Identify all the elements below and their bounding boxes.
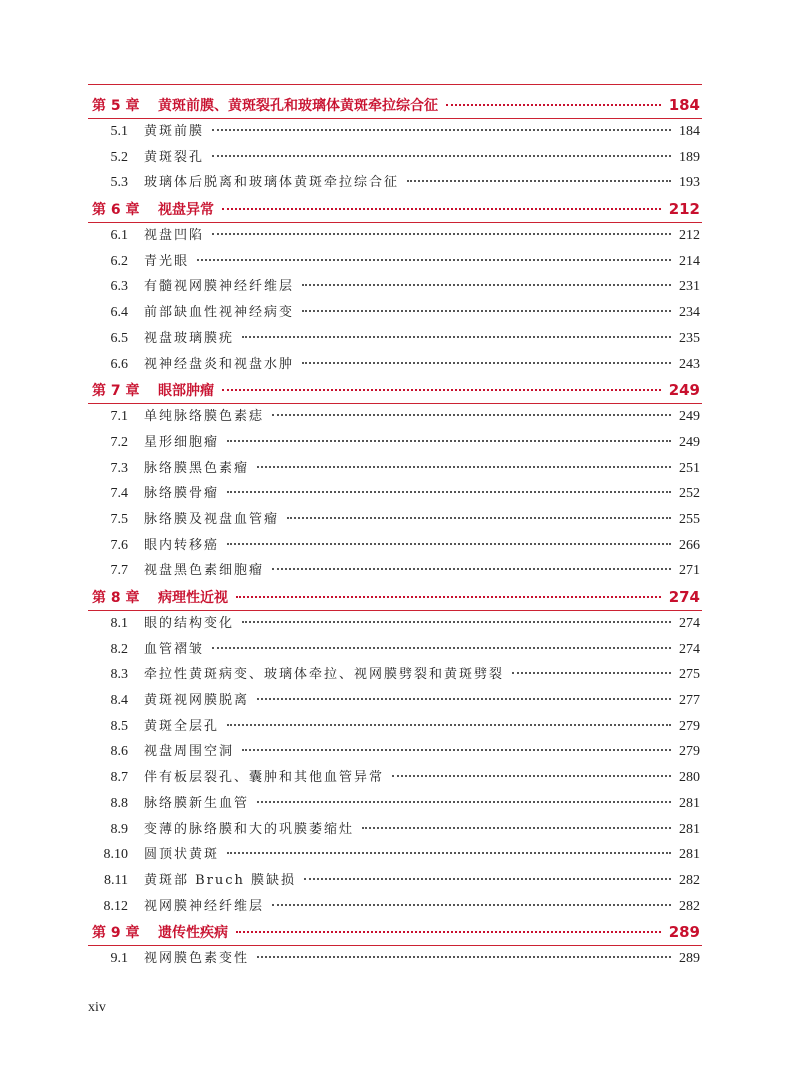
section-title: 单纯脉络膜色素痣 (144, 409, 265, 425)
section-number: 7.6 (110, 537, 128, 553)
section-title: 前部缺血性视神经病变 (144, 305, 295, 321)
dot-leader (227, 440, 671, 442)
section-page: 266 (679, 537, 700, 553)
section-page: 275 (679, 667, 700, 683)
section-number: 5.1 (110, 124, 128, 139)
dot-leader (197, 259, 671, 261)
section-entry[interactable] (88, 842, 702, 868)
section-number: 5.2 (110, 149, 128, 165)
section-page: 249 (679, 409, 700, 425)
section-entry[interactable] (88, 791, 702, 817)
section-page: 271 (679, 563, 700, 579)
section-title: 脉络膜骨瘤 (144, 486, 220, 502)
dot-leader (236, 931, 661, 933)
section-page: 279 (679, 718, 700, 734)
section-number: 7.5 (110, 511, 128, 527)
section-number: 6.1 (110, 228, 128, 244)
section-title: 伴有板层裂孔、囊肿和其他血管异常 (144, 770, 385, 786)
section-entry[interactable] (88, 662, 702, 688)
section-page: 281 (679, 821, 700, 837)
section-entry[interactable] (88, 456, 702, 482)
section-entry[interactable] (88, 714, 702, 740)
section-page: 189 (679, 149, 700, 165)
section-entry[interactable] (88, 300, 702, 326)
chapter-page: 249 (668, 381, 700, 400)
section-title: 视盘周围空洞 (144, 744, 235, 760)
section-page: 249 (679, 434, 700, 450)
section-title: 脉络膜黑色素瘤 (144, 460, 250, 476)
dot-leader (227, 543, 671, 545)
section-page: 282 (679, 872, 700, 888)
chapter-number: 第 8 章 (92, 590, 140, 606)
dot-leader (227, 852, 671, 854)
dot-leader (392, 775, 671, 777)
section-number: 6.6 (110, 356, 128, 372)
section-title: 黄斑前膜 (144, 124, 205, 139)
page-number-folio: xiv (88, 1000, 106, 1015)
dot-leader (512, 672, 671, 674)
section-page: 279 (679, 744, 700, 760)
dot-leader (222, 389, 661, 391)
section-page: 277 (679, 693, 700, 709)
section-entry[interactable] (88, 637, 702, 663)
section-entry[interactable] (88, 688, 702, 714)
section-entry[interactable] (88, 145, 702, 171)
section-entry[interactable] (88, 170, 702, 196)
section-number: 8.2 (110, 641, 128, 657)
section-number: 8.3 (110, 667, 128, 683)
dot-leader (242, 336, 671, 338)
section-number: 6.2 (110, 253, 128, 269)
section-page: 235 (679, 330, 700, 346)
section-title: 脉络膜新生血管 (144, 795, 250, 811)
section-number: 8.10 (103, 847, 128, 863)
section-page: 234 (679, 305, 700, 321)
section-title: 视网膜神经纤维层 (144, 898, 265, 914)
section-page: 255 (679, 511, 700, 527)
dot-leader (446, 104, 661, 106)
section-entry[interactable] (88, 223, 702, 249)
dot-leader (212, 233, 671, 235)
section-entry[interactable] (88, 119, 702, 145)
chapter-title: 黄斑前膜、黄斑裂孔和玻璃体黄斑牵拉综合征 (158, 98, 438, 114)
section-title: 视盘玻璃膜疣 (144, 330, 235, 346)
section-title: 黄斑裂孔 (144, 149, 205, 165)
section-title: 血管褶皱 (144, 641, 205, 657)
section-entry[interactable] (88, 430, 702, 456)
dot-leader (302, 310, 671, 312)
section-title: 脉络膜及视盘血管瘤 (144, 511, 280, 527)
section-title: 变薄的脉络膜和大的巩膜萎缩灶 (144, 821, 355, 837)
section-number: 7.3 (110, 460, 128, 476)
section-number: 8.11 (104, 872, 128, 888)
section-page: 214 (679, 253, 700, 269)
dot-leader (227, 724, 671, 726)
top-rule (88, 84, 702, 85)
section-number: 7.1 (110, 409, 128, 425)
section-number: 8.6 (110, 744, 128, 760)
section-title: 青光眼 (144, 253, 190, 269)
section-title: 有髓视网膜神经纤维层 (144, 279, 295, 295)
chapter-heading[interactable] (88, 377, 702, 404)
section-entry[interactable] (88, 611, 702, 637)
section-number: 8.5 (110, 718, 128, 734)
section-number: 6.5 (110, 330, 128, 346)
section-page: 281 (679, 847, 700, 863)
section-number: 8.8 (110, 795, 128, 811)
dot-leader (257, 956, 671, 958)
dot-leader (222, 208, 661, 210)
section-page: 289 (679, 951, 700, 967)
dot-leader (272, 904, 671, 906)
section-title: 眼的结构变化 (144, 616, 235, 631)
section-title: 视盘黑色素细胞瘤 (144, 563, 265, 579)
section-entry[interactable] (88, 274, 702, 300)
dot-leader (257, 698, 671, 700)
section-entry[interactable] (88, 481, 702, 507)
dot-leader (257, 801, 671, 803)
dot-leader (242, 749, 671, 751)
section-entry[interactable] (88, 533, 702, 559)
section-number: 6.4 (110, 305, 128, 321)
dot-leader (236, 596, 661, 598)
chapter-title: 眼部肿瘤 (158, 383, 214, 400)
section-number: 7.7 (110, 563, 128, 579)
chapter-title: 视盘异常 (158, 202, 214, 219)
dot-leader (302, 284, 671, 286)
section-entry[interactable] (88, 817, 702, 843)
section-page: 231 (679, 279, 700, 295)
dot-leader (287, 517, 671, 519)
dot-leader (362, 827, 671, 829)
dot-leader (212, 155, 671, 157)
section-number: 8.7 (110, 770, 128, 786)
chapter-number: 第 9 章 (92, 925, 140, 942)
section-title: 视神经盘炎和视盘水肿 (144, 356, 295, 372)
section-title: 星形细胞瘤 (144, 434, 220, 450)
section-number: 8.9 (110, 821, 128, 837)
section-page: 243 (679, 356, 700, 372)
chapter-page: 184 (668, 96, 700, 114)
section-entry[interactable] (88, 894, 702, 920)
dot-leader (302, 362, 671, 364)
section-title: 黄斑视网膜脱离 (144, 693, 250, 709)
section-number: 8.12 (103, 898, 128, 914)
section-entry[interactable] (88, 326, 702, 352)
chapter-page: 274 (668, 588, 700, 606)
chapter-page: 289 (668, 923, 700, 942)
section-page: 274 (679, 641, 700, 657)
dot-leader (304, 878, 671, 880)
section-number: 5.3 (110, 175, 128, 191)
section-page: 252 (679, 486, 700, 502)
dot-leader (227, 491, 671, 493)
dot-leader (212, 647, 671, 649)
dot-leader (242, 621, 671, 623)
section-title: 视网膜色素变性 (144, 951, 250, 967)
section-entry[interactable] (88, 404, 702, 430)
section-title: 牵拉性黄斑病变、玻璃体牵拉、视网膜劈裂和黄斑劈裂 (144, 667, 505, 683)
section-title: 圆顶状黄斑 (144, 847, 220, 863)
dot-leader (212, 129, 671, 131)
chapter-title: 遗传性疾病 (158, 925, 228, 942)
section-page: 251 (679, 460, 700, 476)
chapter-page: 212 (668, 200, 700, 219)
section-number: 9.1 (110, 951, 128, 967)
section-number: 8.1 (110, 616, 128, 631)
chapter-heading[interactable] (88, 584, 702, 611)
chapter-heading[interactable] (88, 919, 702, 946)
dot-leader (407, 180, 671, 182)
section-page: 212 (679, 228, 700, 244)
chapter-heading[interactable] (88, 196, 702, 223)
chapter-title: 病理性近视 (158, 590, 228, 606)
section-page: 193 (679, 175, 700, 191)
section-number: 7.2 (110, 434, 128, 450)
dot-leader (257, 466, 671, 468)
chapter-number: 第 5 章 (92, 98, 140, 114)
dot-leader (272, 414, 671, 416)
section-page: 184 (679, 124, 700, 139)
section-entry[interactable] (88, 249, 702, 275)
section-page: 274 (679, 616, 700, 631)
section-entry[interactable] (88, 868, 702, 894)
section-title: 视盘凹陷 (144, 228, 205, 244)
section-entry[interactable] (88, 507, 702, 533)
section-number: 8.4 (110, 693, 128, 709)
chapter-heading[interactable] (88, 92, 702, 119)
table-of-contents (88, 92, 702, 972)
section-entry[interactable] (88, 352, 702, 378)
section-number: 7.4 (110, 486, 128, 502)
section-page: 280 (679, 770, 700, 786)
section-title: 黄斑全层孔 (144, 718, 220, 734)
section-entry[interactable] (88, 946, 702, 972)
section-title: 玻璃体后脱离和玻璃体黄斑牵拉综合征 (144, 175, 400, 191)
chapter-number: 第 7 章 (92, 383, 140, 400)
section-page: 281 (679, 795, 700, 811)
dot-leader (272, 568, 671, 570)
section-page: 282 (679, 898, 700, 914)
section-title: 黄斑部 Bruch 膜缺损 (144, 872, 297, 888)
section-entry[interactable] (88, 558, 702, 584)
section-number: 6.3 (110, 279, 128, 295)
section-entry[interactable] (88, 765, 702, 791)
section-title: 眼内转移癌 (144, 537, 220, 553)
section-entry[interactable] (88, 739, 702, 765)
chapter-number: 第 6 章 (92, 202, 140, 219)
